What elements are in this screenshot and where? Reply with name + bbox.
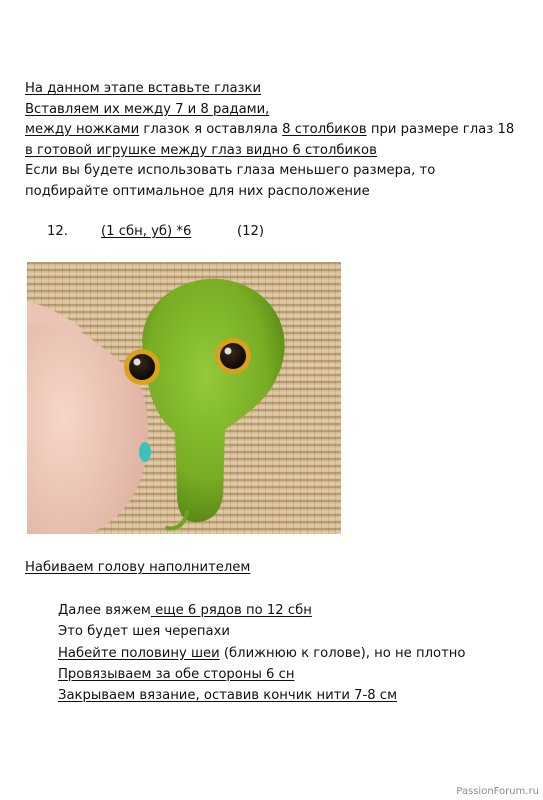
stuffing-heading: Набиваем голову наполнителем: [25, 560, 251, 575]
row-number: 12.: [47, 224, 68, 239]
intro-line-1: На данном этапе вставьте глазки: [25, 81, 262, 96]
neck-line-1: [58, 600, 465, 621]
intro-line-5: Если вы будете использовать глаза меньшего размера, то: [25, 163, 436, 178]
intro-line-3: [25, 120, 514, 141]
row-stitch-count: (12): [237, 224, 265, 239]
intro-line-3-part-a: между ножками: [25, 122, 140, 137]
neck-line-1-part-b: еще 6 рядов по 12 сбн: [150, 603, 312, 618]
intro-line-4: в готовой игрушке между глаз видно 6 столбиков: [25, 142, 377, 158]
neck-line-5: Закрываем вязание, оставив кончик нити 7-8 см: [58, 688, 398, 704]
neck-line-3: [58, 643, 465, 664]
turtle-head-photo: [27, 262, 341, 534]
intro-paragraph: [25, 79, 514, 202]
row-stitch-pattern: (1 сбн, уб) *6: [101, 224, 192, 239]
intro-line-3-part-b: глазок я оставляла: [139, 122, 283, 137]
neck-line-3-part-a: Набейте половину шеи: [58, 645, 220, 661]
intro-line-6: подбирайте оптимальное для них расположение: [25, 183, 370, 199]
row-12-instruction: [47, 224, 347, 244]
neck-instructions: [58, 600, 465, 706]
neck-line-2: Это будет шея черепахи: [58, 624, 230, 640]
intro-line-3-part-c: 8 столбиков: [282, 122, 367, 137]
neck-line-3-part-b: (ближнюю к голове), но не плотно: [219, 645, 466, 661]
neck-line-4: Провязываем за обе стороны 6 сн: [58, 666, 295, 682]
intro-line-3-part-d: при размере глаз 18: [366, 122, 515, 137]
neck-line-1-part-a: Далее вяжем: [58, 603, 151, 618]
stuffing-heading-block: [25, 558, 250, 579]
site-watermark: PassionForum.ru: [456, 786, 539, 797]
intro-line-2: Вставляем их между 7 и 8 радами,: [25, 101, 270, 117]
